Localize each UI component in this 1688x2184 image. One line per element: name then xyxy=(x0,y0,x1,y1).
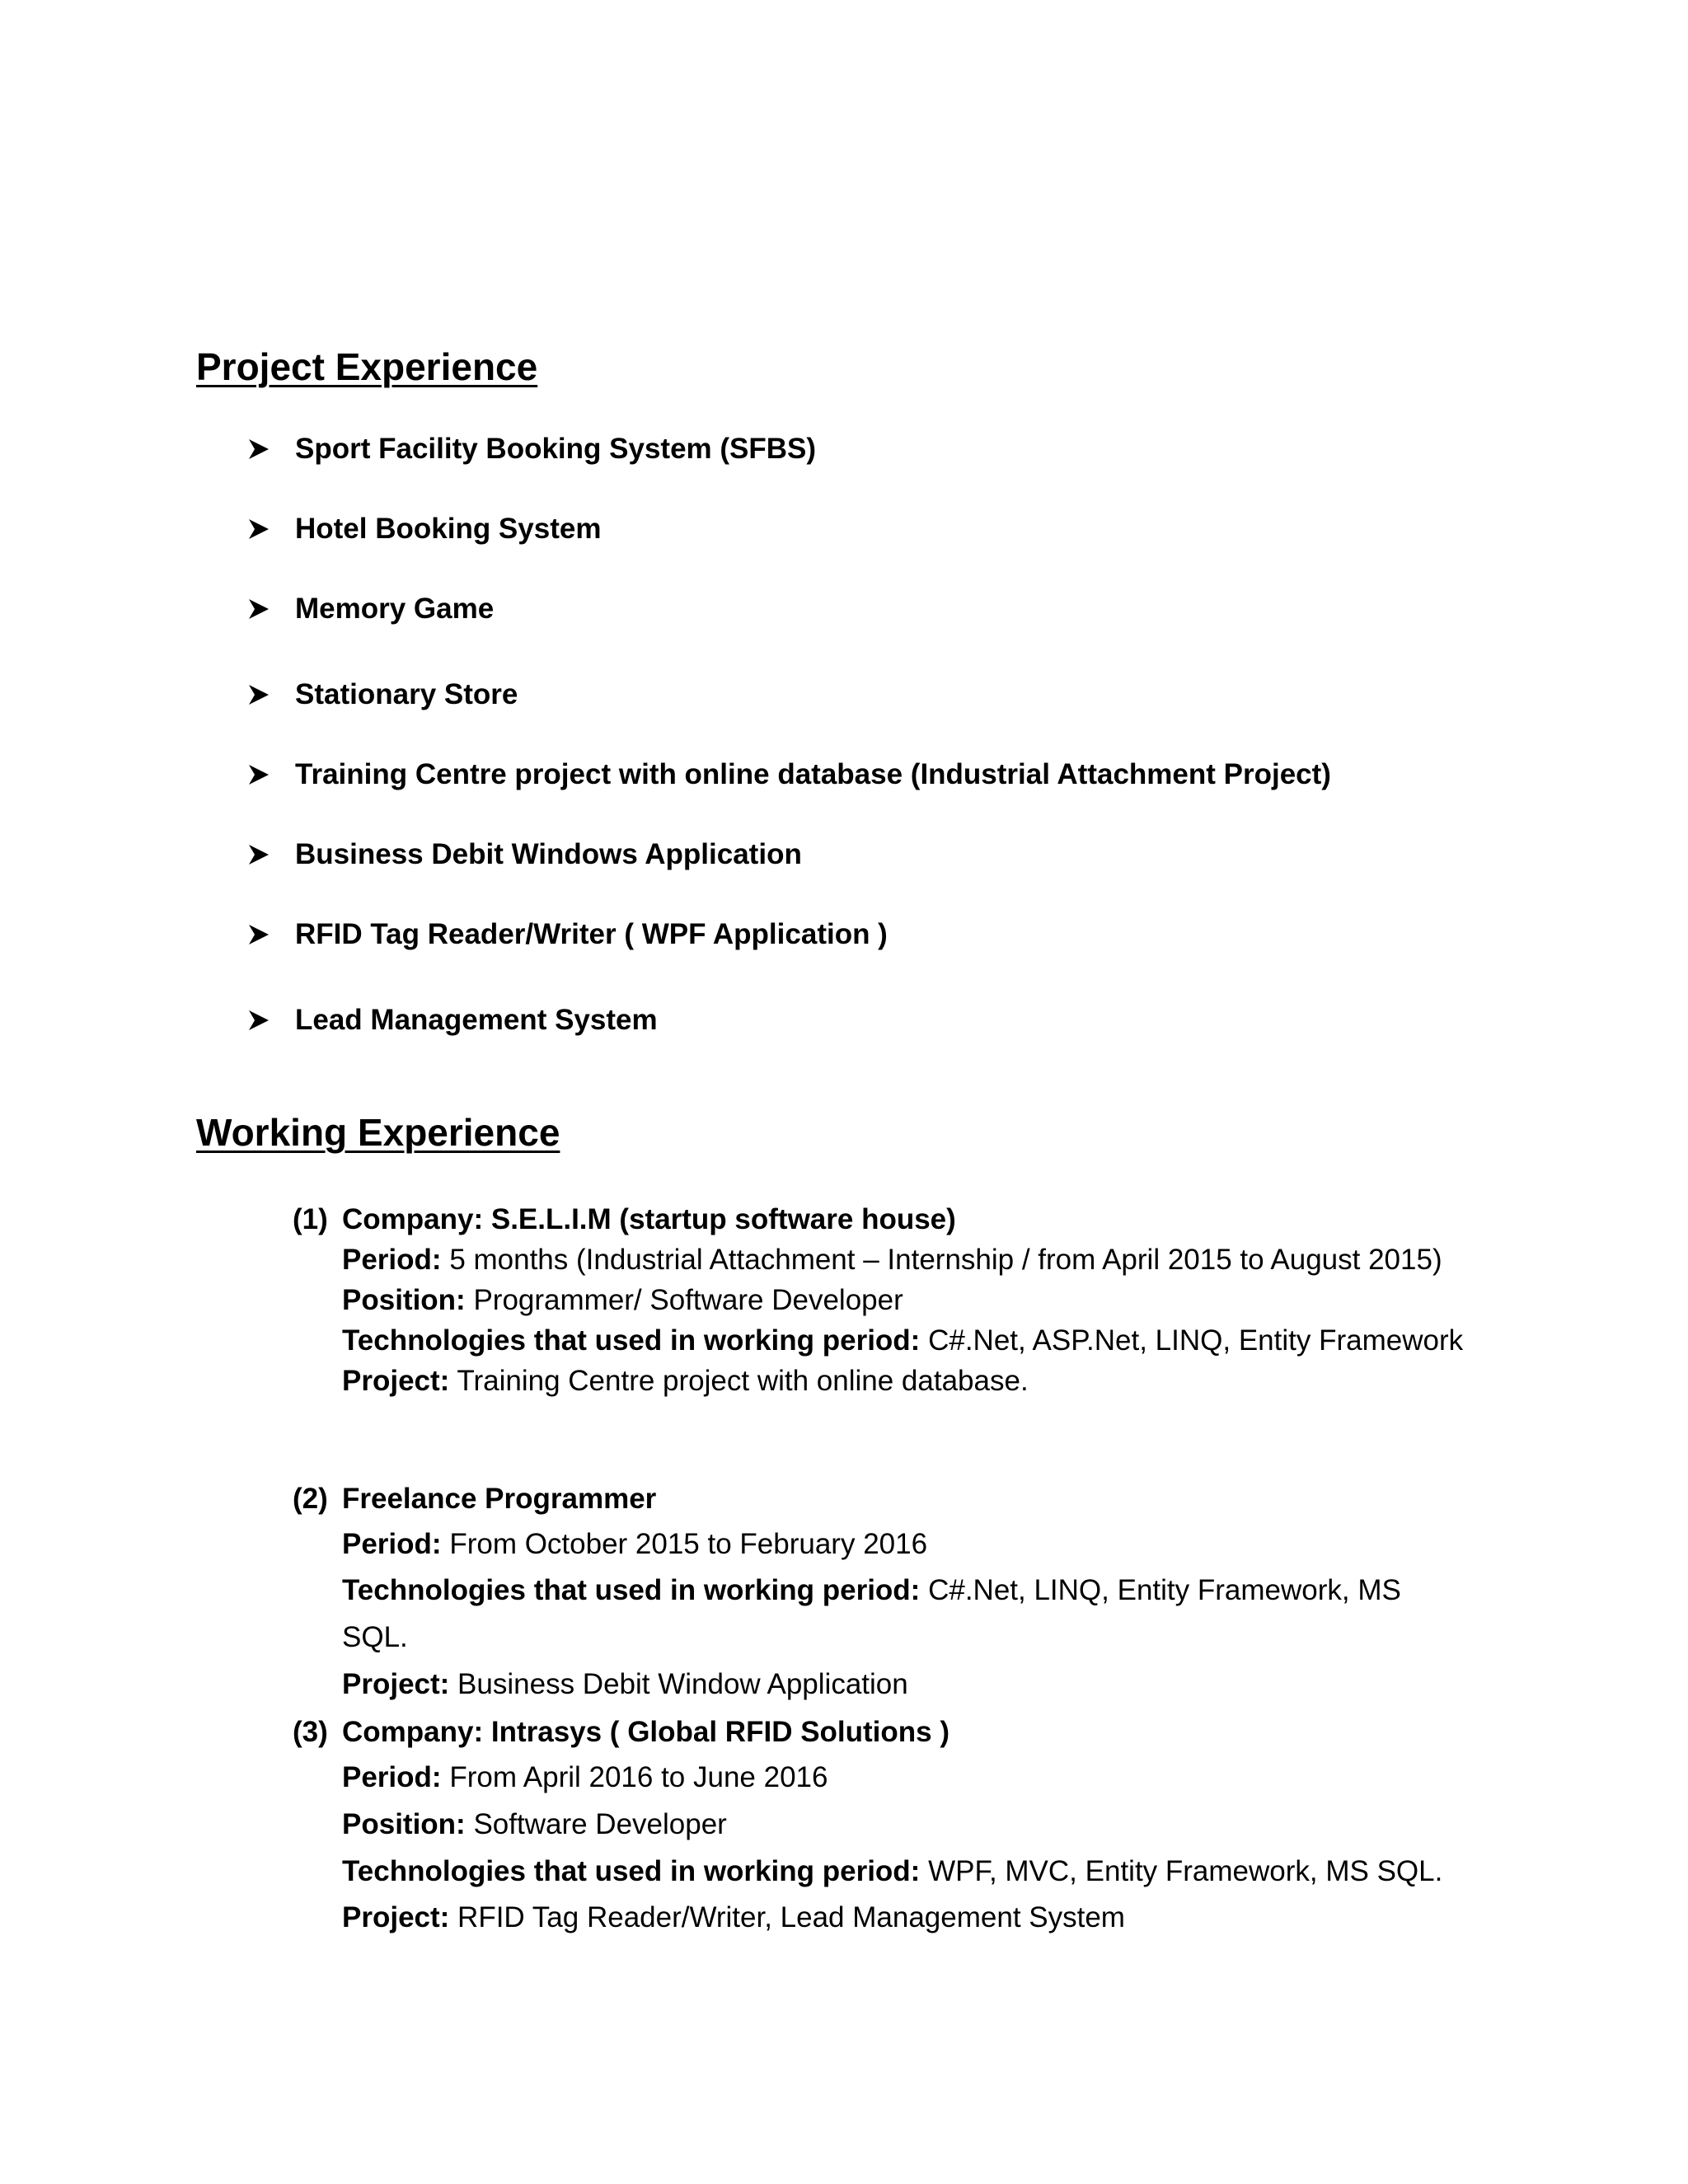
position-value: Programmer/ Software Developer xyxy=(473,1284,903,1316)
period-label: Period: xyxy=(342,1244,442,1276)
technologies-value: C#.Net, LINQ, Entity Framework, MS SQL. xyxy=(342,1574,1401,1653)
project-item-label: Hotel Booking System xyxy=(295,513,602,545)
project-item xyxy=(247,513,601,546)
technologies-label: Technologies that used in working period: xyxy=(342,1324,921,1357)
project-item xyxy=(247,918,888,951)
job-technologies xyxy=(342,1320,1471,1361)
period-label: Period: xyxy=(342,1527,442,1560)
project-item-label: Stationary Store xyxy=(295,678,518,710)
position-value: Software Developer xyxy=(473,1807,727,1840)
project-item-label: Sport Facility Booking System (SFBS) xyxy=(295,433,817,465)
arrowhead-bullet-icon xyxy=(247,763,270,786)
job-project xyxy=(342,1661,1471,1708)
position-label: Position: xyxy=(342,1807,466,1840)
project-item xyxy=(247,433,816,466)
period-value: From April 2016 to June 2016 xyxy=(449,1761,828,1794)
project-item xyxy=(247,838,802,871)
job-heading xyxy=(293,1710,1471,1755)
arrowhead-bullet-icon xyxy=(247,843,270,866)
job-heading xyxy=(293,1478,1471,1521)
technologies-label: Technologies that used in working period: xyxy=(342,1574,921,1607)
project-item-label: RFID Tag Reader/Writer ( WPF Application ) xyxy=(295,918,888,950)
period-value: From October 2015 to February 2016 xyxy=(449,1527,928,1560)
project-value: Training Centre project with online database. xyxy=(457,1365,1029,1397)
project-item-label: Training Centre project with online database (Industrial Attachment Project) xyxy=(295,758,1331,790)
job-entry-1 xyxy=(293,1199,1471,1401)
job-project xyxy=(342,1361,1471,1401)
project-item xyxy=(247,678,518,711)
job-entry-3 xyxy=(293,1710,1471,1942)
project-item xyxy=(247,593,494,626)
technologies-label: Technologies that used in working period: xyxy=(342,1854,921,1887)
job-number: (2) xyxy=(293,1483,328,1515)
project-item-label: Business Debit Windows Application xyxy=(295,838,802,870)
job-period xyxy=(342,1755,1471,1802)
project-item-label: Lead Management System xyxy=(295,1004,658,1036)
job-position xyxy=(342,1280,1471,1320)
job-technologies xyxy=(342,1849,1471,1896)
job-company: Company: Intrasys ( Global RFID Solutions ) xyxy=(342,1716,950,1748)
arrowhead-bullet-icon xyxy=(247,923,270,946)
job-company: Company: S.E.L.I.M (startup software house) xyxy=(342,1203,956,1235)
job-position xyxy=(342,1802,1471,1849)
project-item-label: Memory Game xyxy=(295,593,495,625)
job-period xyxy=(342,1521,1471,1568)
arrowhead-bullet-icon xyxy=(247,438,270,461)
job-number: (1) xyxy=(293,1203,328,1235)
project-experience-title: Project Experience xyxy=(196,345,538,388)
working-experience-title: Working Experience xyxy=(196,1111,560,1154)
arrowhead-bullet-icon xyxy=(247,518,270,541)
project-label: Project: xyxy=(342,1667,450,1700)
arrowhead-bullet-icon xyxy=(247,1009,270,1032)
project-label: Project: xyxy=(342,1365,450,1397)
arrowhead-bullet-icon xyxy=(247,683,270,706)
project-item xyxy=(247,1004,658,1037)
job-period xyxy=(342,1240,1471,1280)
project-value: RFID Tag Reader/Writer, Lead Management System xyxy=(457,1901,1125,1934)
job-heading xyxy=(293,1199,1471,1240)
period-label: Period: xyxy=(342,1761,442,1794)
technologies-value: C#.Net, ASP.Net, LINQ, Entity Framework xyxy=(928,1324,1464,1357)
project-value: Business Debit Window Application xyxy=(457,1667,908,1700)
technologies-value: WPF, MVC, Entity Framework, MS SQL. xyxy=(928,1854,1443,1887)
period-value: 5 months (Industrial Attachment – Internship / from April 2015 to August 2015) xyxy=(449,1244,1442,1276)
job-number: (3) xyxy=(293,1716,328,1748)
job-technologies xyxy=(342,1568,1471,1661)
job-project xyxy=(342,1895,1471,1942)
position-label: Position: xyxy=(342,1284,466,1316)
project-label: Project: xyxy=(342,1901,450,1934)
project-item xyxy=(247,758,1331,791)
job-entry-2 xyxy=(293,1478,1471,1708)
arrowhead-bullet-icon xyxy=(247,598,270,621)
job-company: Freelance Programmer xyxy=(342,1483,657,1515)
